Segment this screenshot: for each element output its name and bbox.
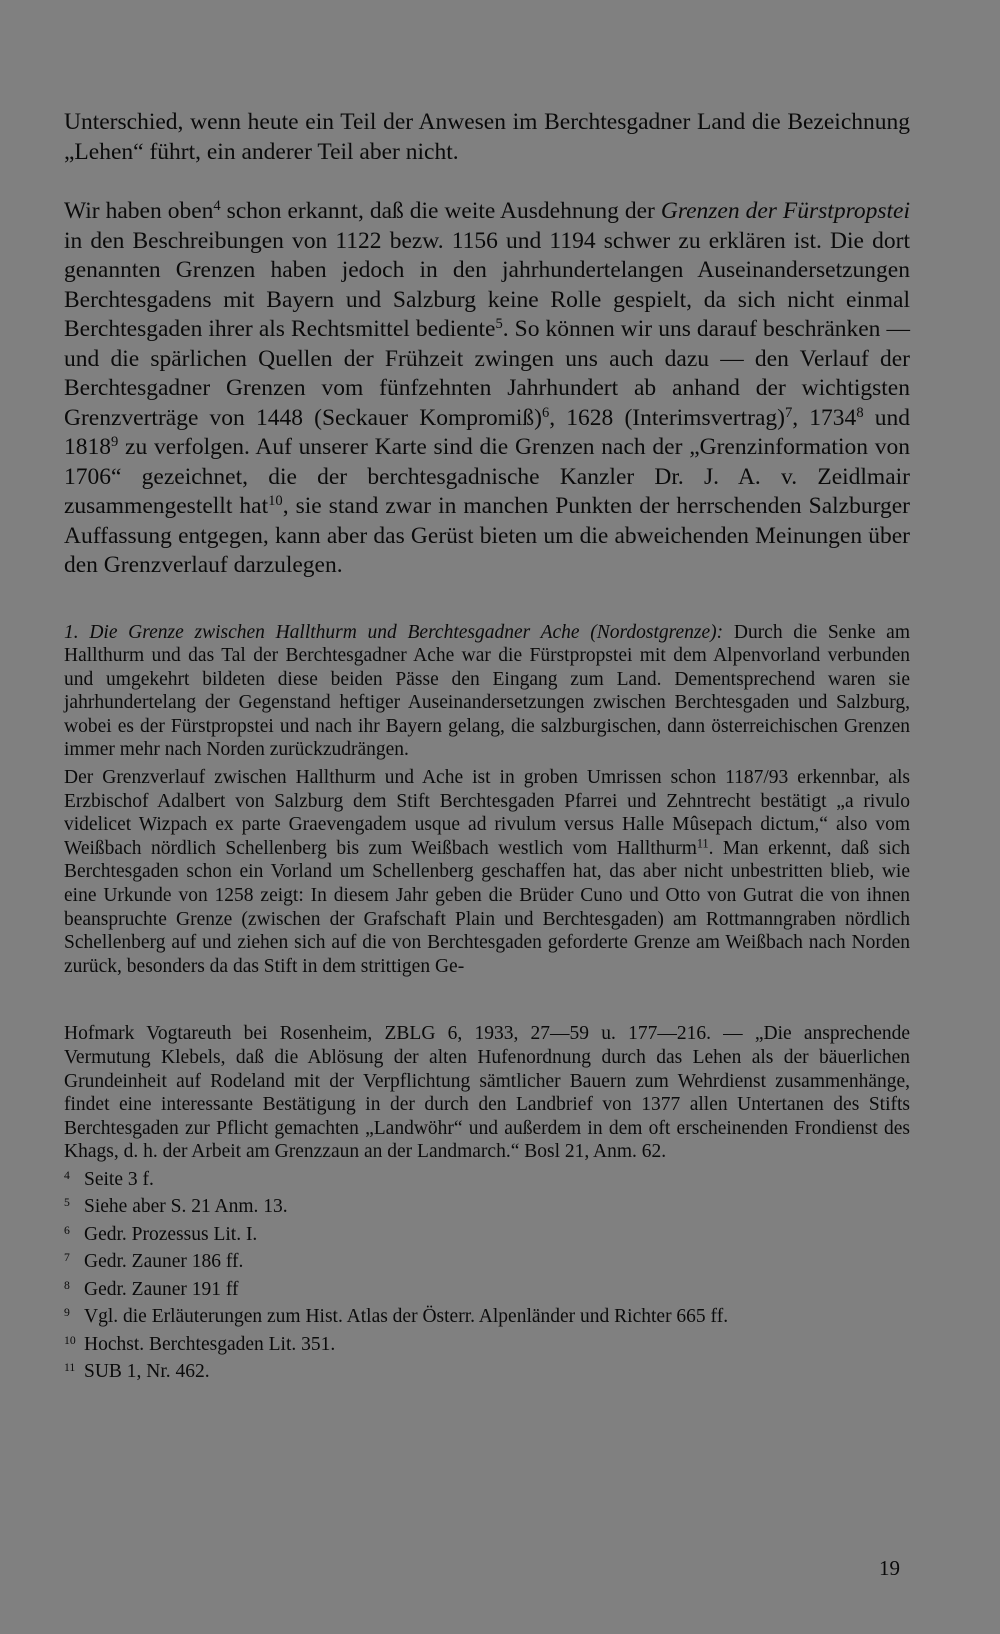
footnote-item: 5 Siehe aber S. 21 Anm. 13.: [64, 1196, 288, 1218]
footnote-item: 9 Vgl. die Erläuterungen zum Hist. Atlas der Österr. Alpenländer und Richter 665 ff.: [64, 1306, 729, 1327]
footnotes-section: [64, 1022, 910, 1383]
footnote-item: 10 Hochst. Berchtesgaden Lit. 351.: [64, 1333, 336, 1355]
section-heading: 1. Die Grenze zwischen Hallthurm und Berchtesgadner Ache (Nordostgrenze):: [64, 621, 724, 643]
page-number: 19: [879, 1556, 900, 1580]
footnote-ref-11[interactable]: 11: [696, 836, 709, 851]
footnote-ref-6[interactable]: 6: [541, 404, 550, 421]
footnote-ref-9[interactable]: 9: [111, 434, 119, 450]
footnote-ref-5[interactable]: 5: [495, 316, 503, 332]
footnote-list: [64, 1164, 910, 1384]
footnote-continuation: Hofmark Vogtareuth bei Rosenheim, ZBLG 6, 1933, 27—59 u. 177—216. — „Die ansprechende Vermutung Klebels, daß die Ablösung der alten Hufenordnung durch das Lehen als der bäuerlichen Grundeinheit auf Rodeland mit der Verpflichtung sämtlicher Bauern zum Wehrdienst zusammenhänge, findet eine interessante Bestätigung in der durch den Landbrief von 1377 allen Untertanen des Stifts Berchtesgaden zur Pflicht gemachten „Landwöhr“ und außerdem in dem oft erscheinenden Frondienst des Khags, d. h. der Arbeit am Grenzzaun an der Landmarch.“ Bosl 21, Anm. 62.: [64, 1023, 910, 1163]
footnote-item: 7 Gedr. Zauner 186 ff.: [64, 1251, 244, 1273]
footnote-ref-10[interactable]: 10: [268, 493, 283, 509]
footnote-item: 4 Seite 3 f.: [64, 1168, 154, 1190]
footnote-ref-8[interactable]: 8: [856, 404, 864, 421]
footnote-item: 6 Gedr. Prozessus Lit. I.: [64, 1223, 258, 1245]
paragraph-continuation: Unterschied, wenn heute ein Teil der Anwesen im Berchtesgadner Land die Bezeichnung „Lehen“ führt, ein anderer Teil aber nicht.: [64, 109, 910, 165]
footnote-ref-7[interactable]: 7: [784, 404, 793, 421]
paragraph-border-course: Der Grenzverlauf zwischen Hallthurm und Ache ist in groben Umrissen schon 1187/93 erkennbar, als Erzbischof Adalbert von Salzburg dem Stift Berchtesgaden Pfarrei und Zehntrecht bestätigt „a rivulo videlicet Wizpach ex parte Graevengadem usque ad rivulum versus Halle Mûsepach dictum,“ also vom Weißbach nördlich Schellenberg bis zum Weißbach westlich vom Hallthurm$^{11}$. Man erkennt, daß sich Berchtesgaden schon ein Vorland um Schellenberg geschaffen hat, das aber nicht unbestritten blieb, wie eine Urkunde von 1258 zeigt: In diesem Jahr geben die Brüder Cuno und Otto von Gutrat die von ihnen beanspruchte Grenze (zwischen der Grafschaft Plain und Berchtesgaden) am Rottmanngraben nördlich Schellenberg auf und ziehen sich auf die von Berchtesgaden geforderte Grenze am Weißbach nach Norden zurück, besonders da das Stift in dem strittigen Ge-: [64, 767, 910, 977]
paragraph-borders-intro: Wir haben oben$^4$ schon erkannt, daß die weite Ausdehnung der Grenzen der Fürstpropstei in den Beschreibungen von 1122 bezw. 1156 und 1194 schwer zu erklären ist. Die dort genannten Grenzen haben jedoch in den jahrhundertelangen Auseinandersetzungen Berchtesgadens mit Bayern und Salzburg keine Rolle gespielt, da sich nicht einmal Berchtesgaden ihrer als Rechtsmittel bediente$^5$. So können wir uns darauf beschränken — und die spärlichen Quellen der Frühzeit zwingen uns auch dazu — den Verlauf der Berchtesgadner Grenzen vom fünfzehnten Jahrhundert ab anhand der wichtigsten Grenzverträge von 1448 (Seckauer Kompromiß)$^6$, 1628 (Interimsvertrag)$^7$, 1734$^8$ und 1818$^9$ zu verfolgen. Auf unserer Karte sind die Grenzen nach der „Grenzinformation von 1706“ gezeichnet, die der berchtesgadnische Kanzler Dr. J. A. v. Zeidlmair zusammengestellt hat$^{10}$, sie stand zwar in manchen Punkten der herrschenden Salzburger Auffassung entgegen, kann aber das Gerüst bieten um die abweichenden Meinungen über den Grenzverlauf darzulegen.: [64, 198, 911, 578]
footnote-ref-4[interactable]: 4: [213, 198, 221, 214]
page-content: [64, 108, 910, 1383]
section-northeast-border: 1. Die Grenze zwischen Hallthurm und Berchtesgadner Ache (Nordostgrenze): Durch die Senke am Hallthurm und das Tal der Berchtesgadner Ache war die Fürstpropstei mit dem Alpenvorland verbunden und umgekehrt bildeten diese beiden Pässe den Eingang zum Land. Dementsprechend waren sie jahrhundertelang der Gegenstand heftiger Auseinandersetzungen zwischen Berchtesgaden und Salzburg, wobei es der Fürstpropstei und nach ihr Bayern gelang, die salzburgischen, dann österreichischen Grenzen immer mehr nach Norden zurückzudrängen.: [64, 621, 910, 761]
footnote-item: 8 Gedr. Zauner 191 ff: [64, 1278, 239, 1300]
footnote-item: 11 SUB 1, Nr. 462.: [64, 1360, 210, 1382]
